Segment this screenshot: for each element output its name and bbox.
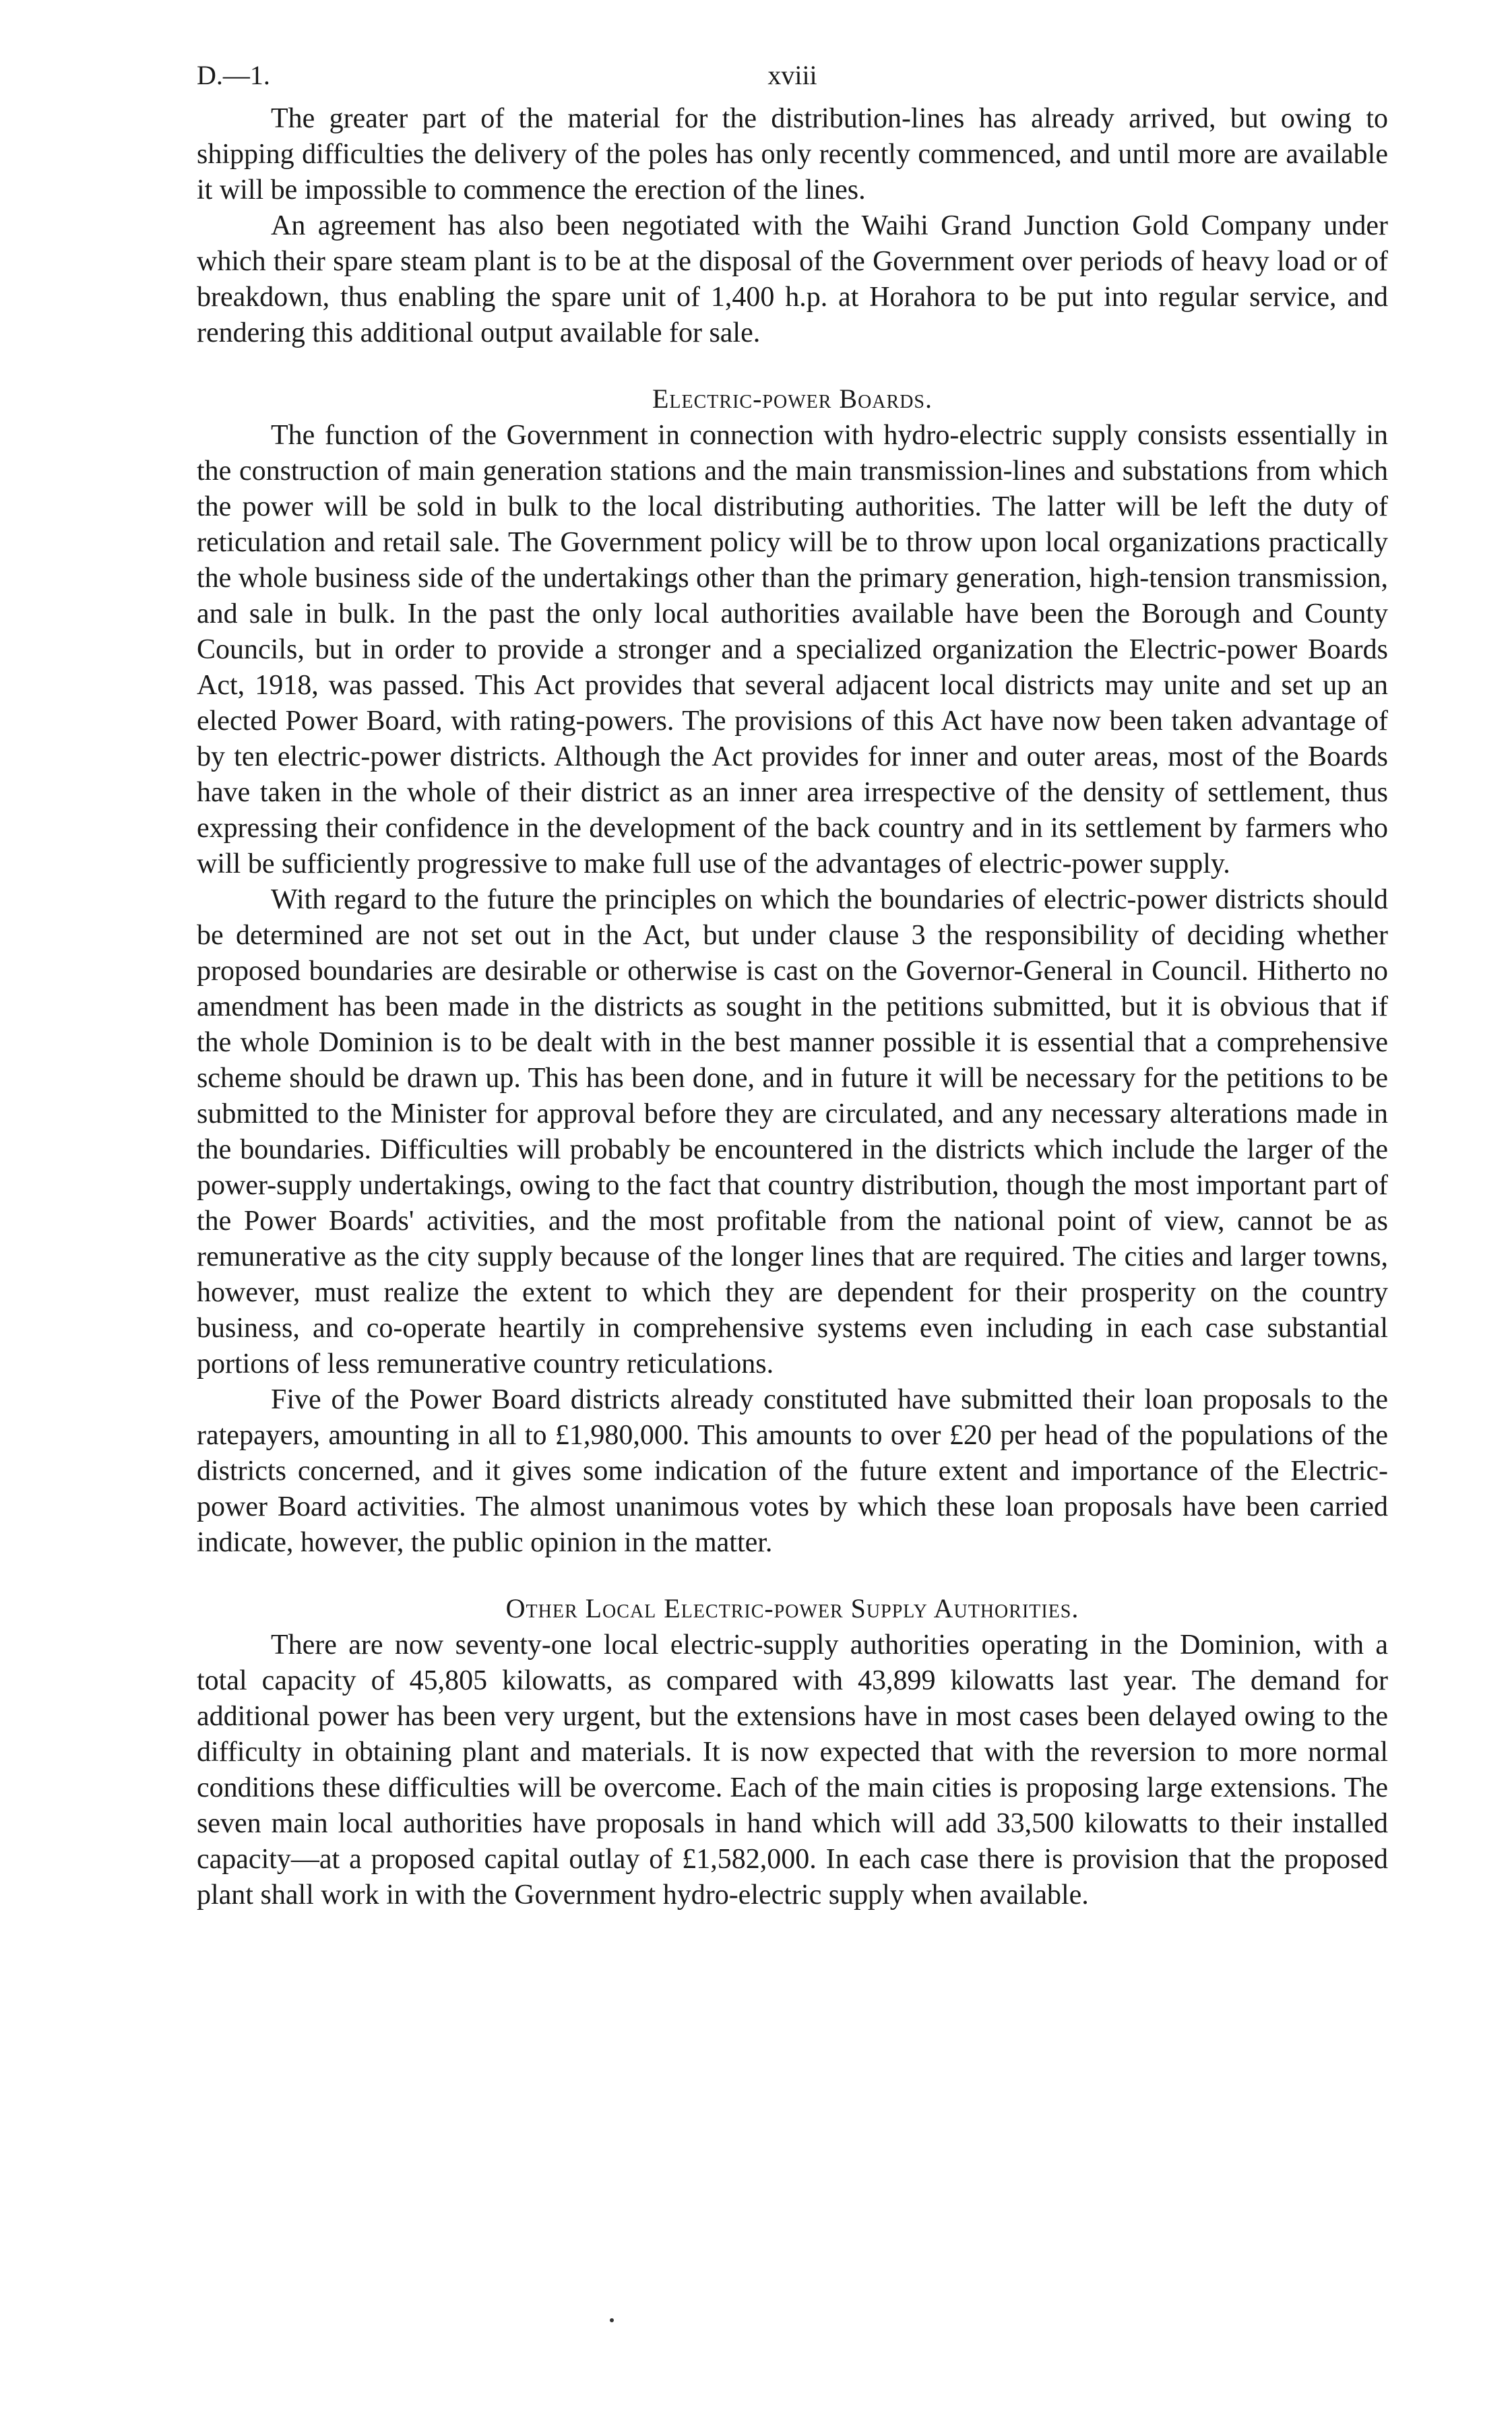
footer-mark [610,2318,614,2322]
paragraph: Five of the Power Board districts already constituted have submitted their loan proposals to the ratepayers, amounting in all to £1,980,000. This amounts to over £20 per head of the populations of the districts concerned, and it gives some indication of the future extent and importance of the Electric-power Board activities. The almost unanimous votes by which these loan proposals have been carried indicate, however, the public opinion in the matter. [197,1384,1388,1558]
paragraph: An agreement has also been negotiated with the Waihi Grand Junction Gold Company under which their spare steam plant is to be at the disposal of the Government over periods of heavy load or of breakdown, thus enabling the spare unit of 1,400 h.p. at Horahora to be put into regular service, and rendering this additional output available for sale. [197,210,1388,348]
intro-section [197,101,1388,351]
other-authorities-section [197,1590,1388,1913]
section-heading: Other Local Electric-power Supply Authorities. [505,1593,1079,1623]
electric-power-boards-section [197,381,1388,1561]
section-heading: Electric-power Boards. [652,383,933,414]
page-number: xviii [767,60,817,90]
page-header [197,47,1388,101]
paragraph: There are now seventy-one local electric-supply authorities operating in the Dominion, with a total capacity of 45,805 kilowatts, as compared with 43,899 kilowatts last year. The demand for additional power has been very urgent, but the extensions have in most cases been delayed owing to the difficulty in obtaining plant and materials. It is now expected that with the reversion to more normal conditions these difficulties will be overcome. Each of the main cities is proposing large extensions. The seven main local authorities have proposals in hand which will add 33,500 kilowatts to their installed capacity—at a proposed capital outlay of £1,582,000. In each case there is provision that the proposed plant shall work in with the Government hydro-electric supply when available. [197,1630,1388,1911]
paragraph: The function of the Government in connection with hydro-electric supply consists essentially in the construction of main generation stations and the main transmission-lines and substations from which the power will be sold in bulk to the local distributing authorities. The latter will be left the duty of reticulation and retail sale. The Government policy will be to throw upon local organizations practically the whole business side of the undertakings other than the primary generation, high-tension transmission, and sale in bulk. In the past the only local authorities available have been the Borough and County Councils, but in order to provide a stronger and a specialized organization the Electric-power Boards Act, 1918, was passed. This Act provides that several adjacent local districts may unite and set up an elected Power Board, with rating-powers. The provisions of this Act have now been taken advantage of by ten electric-power districts. Although the Act provides for inner and outer areas, most of the Boards have taken in the whole of their district as an inner area irrespective of the density of settlement, thus expressing their confidence in the development of the back country and in its settlement by farmers who will be sufficiently progressive to make full use of the advantages of electric-power supply. [197,420,1388,879]
document-page [197,47,1388,1913]
paragraph: With regard to the future the principles on which the boundaries of electric-power districts should be determined are not set out in the Act, but under clause 3 the responsibility of deciding whether proposed boundaries are desirable or otherwise is cast on the Governor-General in Council. Hitherto no amendment has been made in the districts as sought in the petitions submitted, but it is obvious that if the whole Dominion is to be dealt with in the best manner possible it is essential that a comprehensive scheme should be drawn up. This has been done, and in future it will be necessary for the petitions to be submitted to the Minister for approval before they are circulated, and any necessary alterations made in the boundaries. Difficulties will probably be encountered in the districts which include the larger of the power-supply undertakings, owing to the fact that country distribution, though the most important part of the Power Boards' activities, and the most profitable from the national point of view, cannot be as remunerative as the city supply because of the longer lines that are required. The cities and larger towns, however, must realize the extent to which they are dependent for their prosperity on the country business, and co-operate heartily in comprehensive systems even including in each case substantial portions of less remunerative country reticulations. [197,884,1388,1379]
paragraph: The greater part of the material for the distribution-lines has already arrived, but owing to shipping difficulties the delivery of the poles has only recently commenced, and until more are available it will be impossible to commence the erection of the lines. [197,103,1388,206]
document-reference: D.—1. [197,60,270,90]
